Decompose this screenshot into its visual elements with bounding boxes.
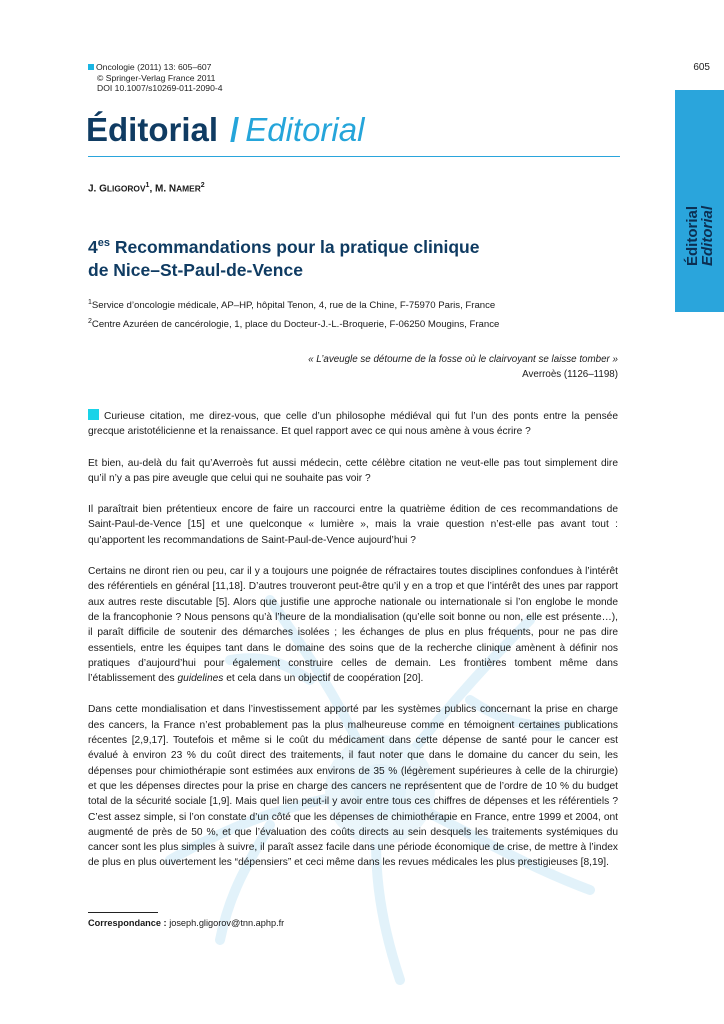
correspondence-label: Correspondance :	[88, 918, 167, 928]
heading-rule	[88, 156, 620, 157]
footnote-rule	[88, 912, 158, 913]
body-paragraph: Il paraîtrait bien prétentieux encore de faire un raccourci entre la quatrième édition de ces recommandations de Saint-Paul-de-Vence [15] et une quelconque « lumière », mais la vraie question n’est-elle pas avant tout : qu’apportent les recommandations de Saint-Paul-de-Vence aujourd’hui ?	[88, 504, 618, 546]
correspondence-footnote	[88, 918, 284, 928]
section-side-tab	[675, 90, 724, 312]
article-body	[88, 409, 618, 887]
journal-header	[88, 62, 223, 94]
author-list	[88, 182, 205, 194]
title-number: 4	[88, 236, 98, 257]
body-paragraph: Et bien, au-delà du fait qu’Averroès fut aussi médecin, cette célèbre citation ne veut-elle pas tout simplement dire qu’il n’y a pas pire aveugle que celui qui ne souhaite pas voir ?	[88, 457, 618, 484]
journal-citation: Oncologie (2011) 13: 605–607	[96, 62, 212, 72]
author-1-affiliation-mark: 1	[145, 182, 150, 189]
affiliation-item: $^1$Service d’oncologie médicale, AP–HP, hôpital Tenon, 4, rue de la Chine, F-75970 Paris, France	[88, 299, 496, 312]
title-line-2: de Nice–St-Paul-de-Vence	[88, 259, 303, 280]
affiliations	[88, 295, 499, 333]
header-square-icon	[88, 64, 94, 70]
section-heading	[86, 106, 364, 154]
affiliation-item: $^2$Centre Azuréen de cancérologie, 1, place du Docteur-J.-L.-Broquerie, F-06250 Mougins, France	[88, 318, 500, 331]
title-line-1: Recommandations pour la pratique clinique	[109, 236, 480, 257]
author-2-affiliation-mark: 2	[200, 182, 205, 189]
epigraph-quote: « L’aveugle se détourne de la fosse où le clairvoyant se laisse tomber »	[308, 354, 618, 365]
epigraph	[88, 352, 618, 382]
author-1-surname: LIGOROV	[106, 183, 146, 194]
heading-slash: /	[230, 111, 240, 148]
article-title	[88, 232, 479, 282]
heading-french: Éditorial	[86, 111, 219, 148]
author-separator: ,	[149, 183, 155, 195]
epigraph-attribution: Averroès (1126–1198)	[522, 369, 618, 380]
side-tab-english-label: Editorial	[699, 205, 716, 266]
title-superscript: es	[97, 237, 110, 249]
page-number: 605	[693, 62, 710, 73]
lead-square-icon	[88, 409, 99, 420]
author-1-initial: J. G	[88, 183, 107, 195]
author-2-surname: AMER	[176, 183, 201, 194]
side-tab-french-label: Éditorial	[684, 205, 701, 266]
correspondence-email[interactable]: joseph.gligorov@tnn.aphp.fr	[169, 918, 285, 928]
heading-english: Editorial	[245, 111, 365, 148]
author-2-initial: M. N	[155, 183, 177, 195]
body-paragraph: Dans cette mondialisation et dans l’investissement apporté par les systèmes publics concernant la prise en charge des cancers, la France n’est probablement pas la plus malheureuse comme en témoignent certaines publications récentes [2,9,17]. Toutefois et même si le coût du médicament dans cette dépense de santé pour le cancer est évalué à environ 23 % du coût direct des traitements, il faut noter que dans le domaine du cancer du sein, les dépenses pour chimiothérapie sont estimées aux environs de 35 % (légèrement supérieures à celle de la chirurgie) et que les dépenses directes pour la prise en charge des cancers ne représentent que de l’ordre de 10 % du budget total de la sécurité sociale [1,9]. Mais quel lien peut-il y avoir entre tous ces chiffres de dépenses et les référentiels ? C’est assez simple, si l’on constate d’un côté que les dépenses de chimiothérapie en France, entre 1999 et 2004, ont augmenté de près de 50 %, et que l’évaluation des coûts directs au sein desquels les traitements systémiques du cancer sont les plus simples à suivre, il paraît assez facile dans une période économique de crise, de mettre à l’index de plus en plus ouvertement les “dépensiers” et ceci même dans les revues médicales les plus prestigieuses [8,19].	[88, 704, 618, 869]
copyright-line: © Springer-Verlag France 2011	[97, 72, 216, 83]
body-paragraph: Certains ne diront rien ou peu, car il y a toujours une poignée de réfractaires toutes disciplines confondues à l’intérêt des référentiels en général [11,18]. D’autres trouveront peut-être qu’il y en a trop et que l’intérêt des unes par rapport aux autres reste discutable [5]. Alors que justifie une approche nationale ou internationale si l’on englobe le monde de la francophonie ? Nous pensons qu’à l’heure de la mondialisation (qu’elle soit bonne ou non, elle est présente…), il paraît difficile de soutenir des démarches isolées ; les échanges de plus en plus fréquents, pour ne pas dire essentiels, entre les équipes tant dans le domaine des soins que de la recherche clinique amènent à définir nos pratiques d’aujourd’hui pour également construire celles de demain. Les frontières tombent même dans l’établissement des guidelines et cela dans un objectif de coopération [20].	[88, 566, 618, 685]
doi-line: DOI 10.1007/s10269-011-2090-4	[97, 83, 223, 94]
body-paragraph: Curieuse citation, me direz-vous, que celle d’un philosophe médiéval qui fut l’un des ponts entre la pensée grecque aristotélicienne et la renaissance. Et quel rapport avec ce qui nous amène à vous écrire ?	[88, 411, 618, 438]
